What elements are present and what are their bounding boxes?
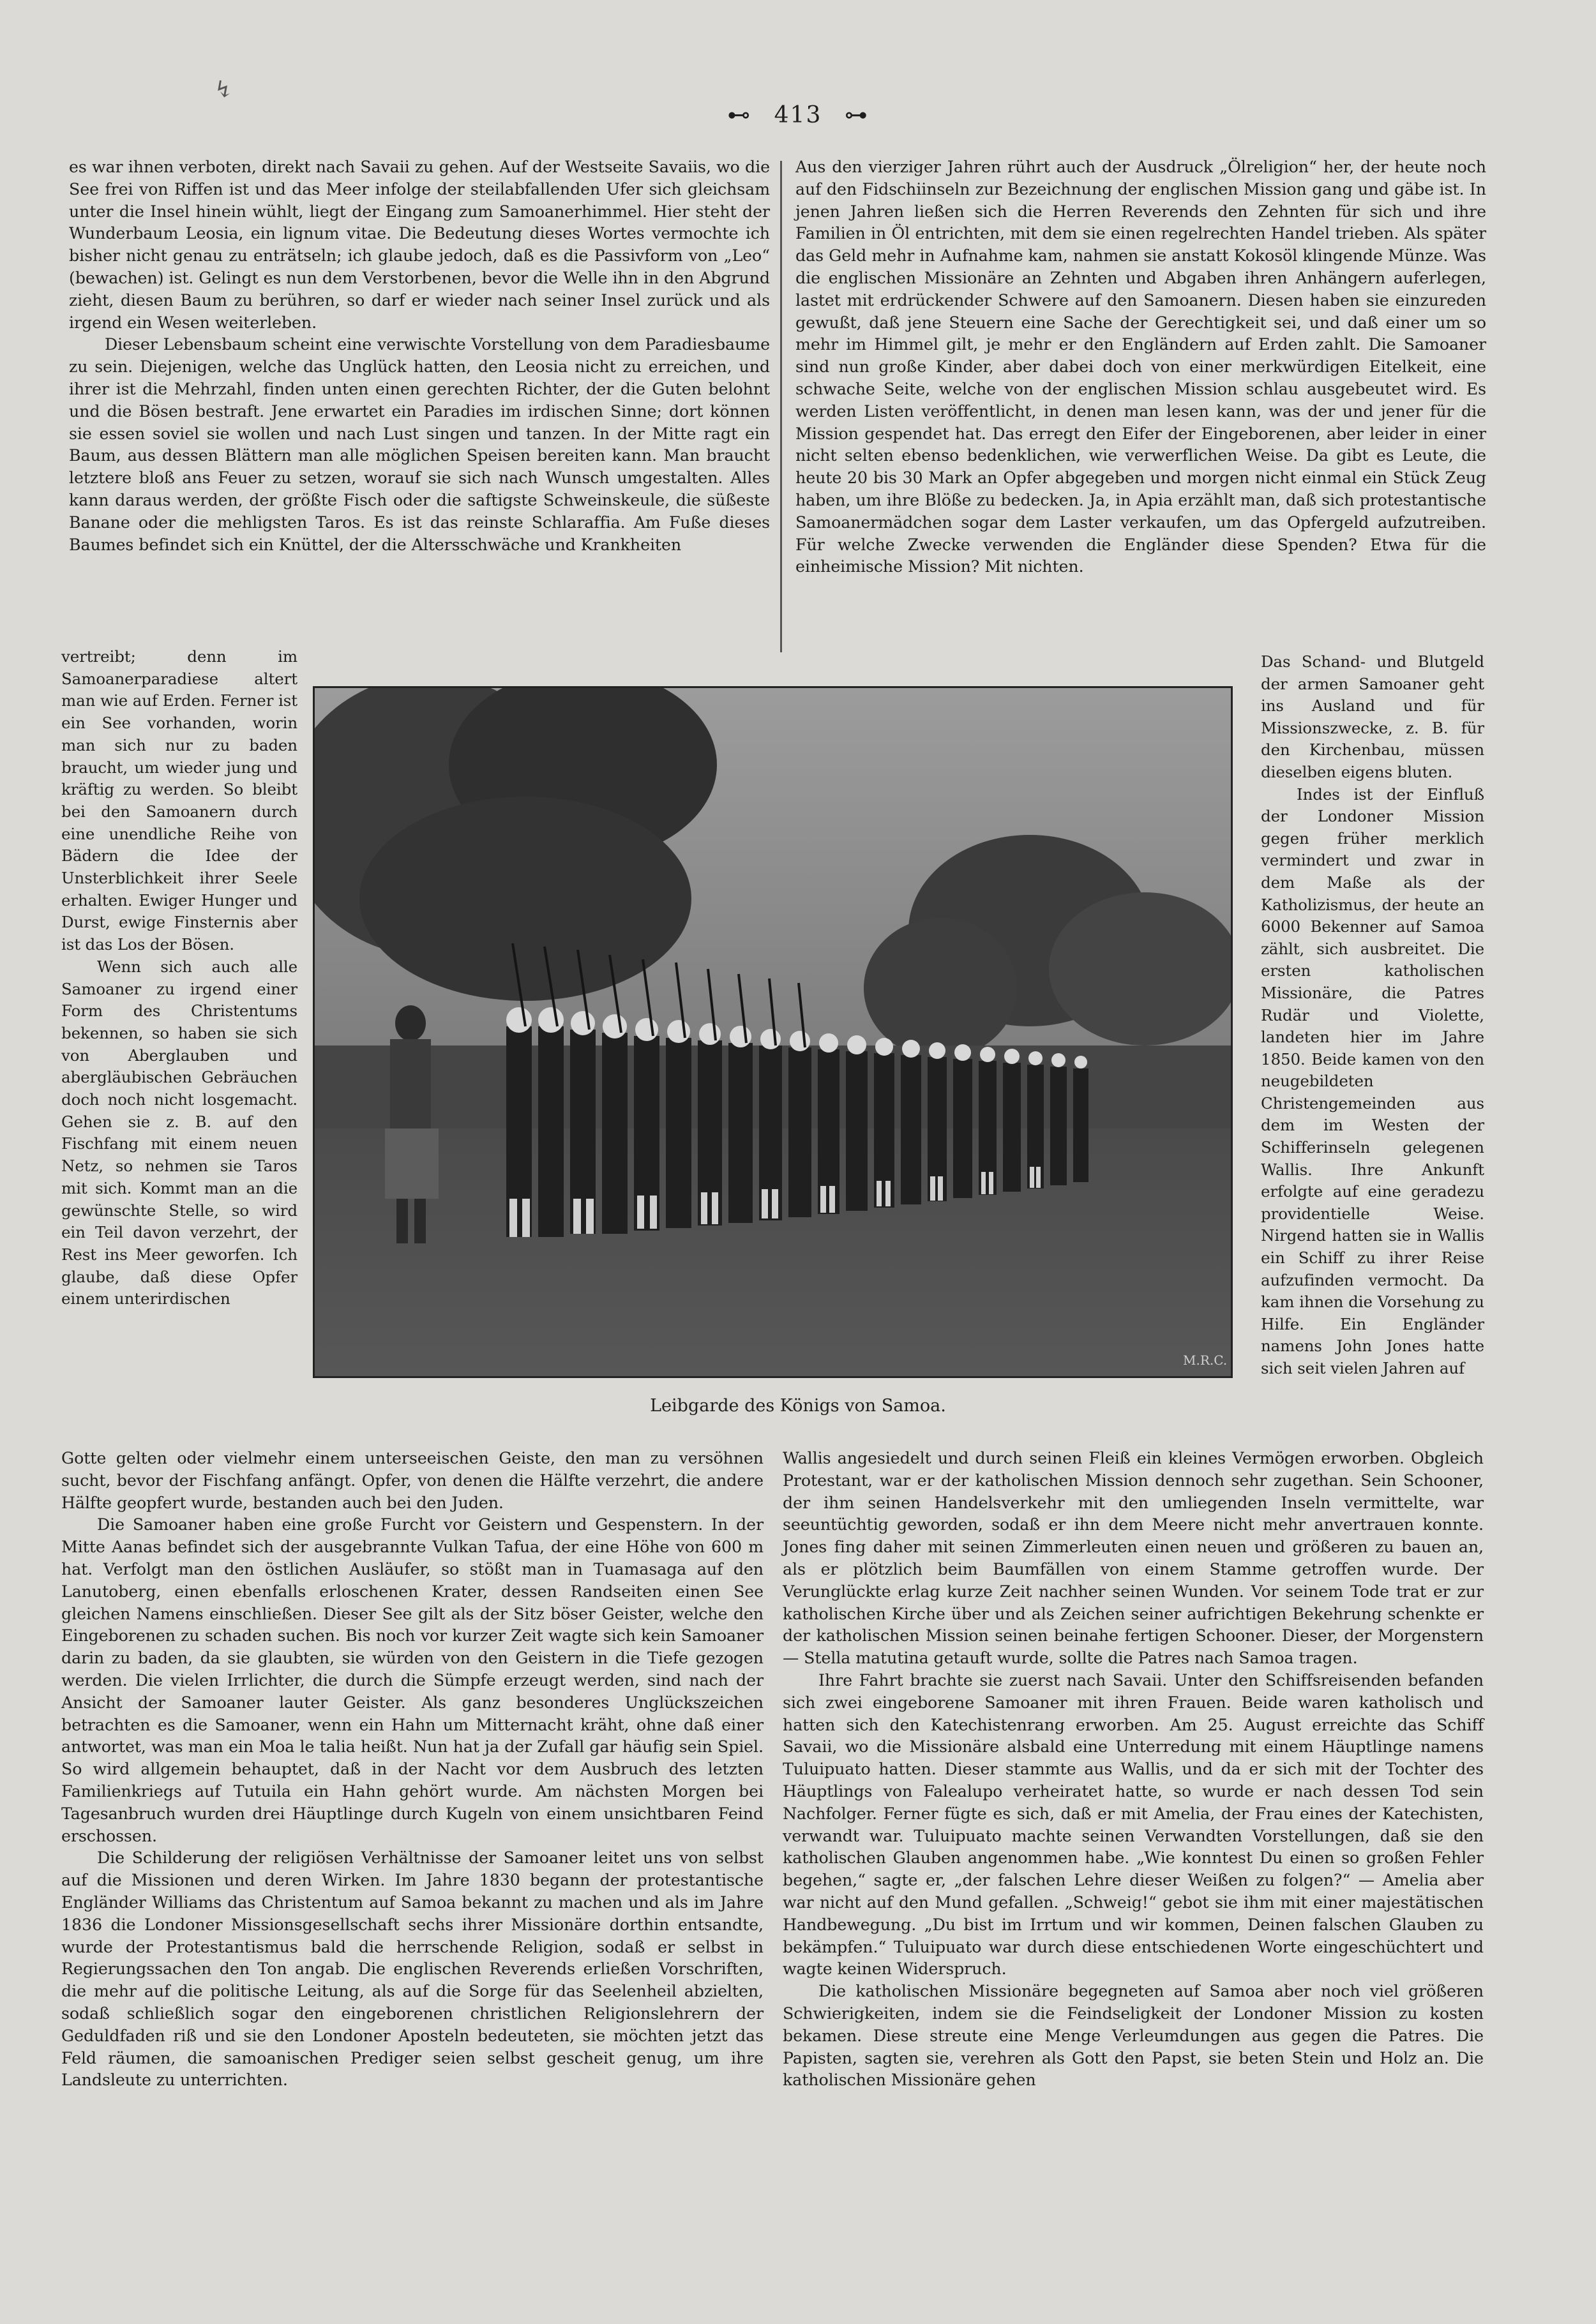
- paragraph: Wenn sich auch alle Samoaner zu irgend einer Form des Christentums bekennen, so haben sie sich von Aberglauben und abergläubischen Gebräuchen doch noch nicht losgemacht. Gehen sie z. B. auf den Fischfang mit einem neuen Netz, so nehmen sie Taros mit sich. Kommt man an die gewünschte Stelle, so wird ein Teil davon verzehrt, der Rest ins Meer geworfen. Ich glaube, daß diese Opfer einem unterirdischen: [61, 957, 297, 1308]
- photo-royal-guard: [313, 686, 1233, 1378]
- paragraph: Das Schand- und Blutgeld der armen Samoaner geht ins Ausland und für Missionszwecke, z. B. für den Kirchenbau, müssen dieselben eigens bluten.: [1261, 652, 1484, 781]
- right-column-top: [795, 156, 1486, 578]
- paragraph: vertreibt; denn im Samoanerparadiese altert man wie auf Erden. Ferner ist ein See vorhanden, worin man sich nur zu baden braucht, um wieder jung und kräftig zu werden. So bleibt bei den Samoanern durch eine unendliche Reihe von Bädern die Idee der Unsterblichkeit ihrer Seele erhalten. Ewiger Hunger und Durst, ewige Finsternis aber ist das Los der Bösen.: [61, 647, 297, 954]
- paragraph: Die katholischen Missionäre begegneten auf Samoa aber noch viel größeren Schwierigkeiten, indem sie die Feindseligkeit der Londoner Mission zu kosten bekamen. Diese streute eine Menge Verleumdungen aus gegen die Patres. Die Papisten, sagten sie, verehren als Gott den Papst, sie beten Stein und Holz an. Die katholischen Missionäre gehen: [783, 1982, 1484, 2090]
- page-number: 413: [774, 102, 822, 128]
- paragraph: Die Samoaner haben eine große Furcht vor Geistern und Gespenstern. In der Mitte Aanas befindet sich der ausgebrannte Vulkan Tafua, der eine Höhe von 600 m hat. Verfolgt man den östlichen Ausläufer, so stößt man in Tuamasaga auf den Lanutoberg, einen ebenfalls erloschenen Krater, dessen Randseiten einen See gleichen Namens einschließen. Dieser See gilt als der Sitz böser Geister, welche den Eingeborenen zu schaden suchen. Bis noch vor kurzer Zeit wagte sich kein Samoaner darin zu baden, da sie glaubten, sie würden von den Geistern in die Tiefe gezogen werden. Die vielen Irrlichter, die durch die Sümpfe erzeugt werden, sind nach der Ansicht der Samoaner lauter Geister. Als ganz besonderes Unglückszeichen betrachten es die Samoaner, wenn ein Hahn um Mitternacht kräht, ohne daß einer antwortet, was man ein Moa le talia heißt. Nun hat ja der Zufall gar häufig sein Spiel. So wird allgemein behauptet, daß in der Nacht vor dem Ausbruch des letzten Familienkriegs auf Tutuila ein Hahn gehört wurde. Am nächsten Morgen bei Tagesanbruch wurden drei Häuptlinge durch Kugeln von einem unsichtbaren Feind erschossen.: [61, 1515, 764, 1845]
- left-column-narrow: [61, 646, 297, 1310]
- right-column-bottom: [783, 1448, 1484, 2092]
- paragraph: Die Schilderung der religiösen Verhältnisse der Samoaner leitet uns von selbst auf die Missionen und deren Wirken. Im Jahre 1830 begann der protestantische Engländer Williams das Christentum auf Samoa bekannt zu machen und als im Jahre 1836 die Londoner Missionsgesellschaft sechs ihrer Missionäre dorthin entsandte, wurde der Protestantismus bald die herrschende Religion, sodaß er selbst in Regierungssachen den Ton angab. Die englischen Reverends erließen Vorschriften, die mehr auf die politische Leitung, als auf die Sorge für das Seelenheil abzielten, sodaß schließlich sogar den eingeborenen christlichen Religionslehrern der Geduldfaden riß und sie den Londoner Aposteln bedeuteten, sie möchten jetzt das Feld räumen, die samoanischen Prediger seien selbst gescheit genug, um ihre Landsleute zu unterrichten.: [61, 1848, 764, 2090]
- left-column-top: [69, 156, 770, 556]
- right-column-narrow: [1261, 651, 1484, 1380]
- ornament-left-icon: ⊷: [727, 102, 752, 128]
- photo-caption: Leibgarde des Königs von Samoa.: [650, 1396, 946, 1416]
- page-header: [0, 102, 1596, 128]
- paragraph: Indes ist der Einfluß der Londoner Mission gegen früher merklich vermindert und zwar in dem Maße als der Katholizismus, der heute an 6000 Bekenner auf Samoa zählt, sich ausbreitet. Die ersten katholischen Missionäre, die Patres Rudär und Violette, landeten hier im Jahre 1850. Beide kamen von den neugebildeten Christengemeinden aus dem im Westen der Schifferinseln gelegenen Wallis. Ihre Ankunft erfolgte auf eine geradezu providentielle Weise. Nirgend hatten sie in Wallis ein Schiff zu ihrer Reise aufzufinden vermocht. Da kam ihnen die Vorsehung zu Hilfe. Ein Engländer namens John Jones hatte sich seit vielen Jahren auf: [1261, 784, 1484, 1377]
- paragraph: Aus den vierziger Jahren rührt auch der Ausdruck „Ölreligion“ her, der heute noch auf den Fidschiinseln zur Bezeichnung der englischen Mission gang und gäbe ist. In jenen Jahren ließen sich die Herren Reverends den Zehnten für sich und ihre Familien in Öl entrichten, mit dem sie einen regelrechten Handel trieben. Als später das Geld mehr in Aufnahme kam, nahmen sie anstatt Kokosöl klingende Münze. Was die englischen Missionäre an Zehnten und Abgaben ihren Anhängern auferlegen, lastet mit erdrückender Schwere auf den Samoanern. Diesen haben sie einzureden gewußt, daß jene Steuern eine Sache der Gerechtigkeit sei, und daß einer um so mehr im Himmel gilt, je mehr er den Engländern auf Erden zahlt. Die Samoaner sind nun große Kinder, aber dabei doch von einer merkwürdigen Eitelkeit, eine schwache Seite, welche von der englischen Mission schlau ausgebeutet wird. Es werden Listen veröffentlicht, in denen man lesen kann, was der und jener für die Mission gespendet hat. Das erregt den Eifer der Eingeborenen, aber leider in einer nicht selten ebenso bedenklichen, wie verwerflichen Weise. Da gibt es Leute, die heute 20 bis 30 Mark an Opfer abgegeben und morgen nicht einmal ein Stück Zeug haben, um ihre Blöße zu bedecken. Ja, in Apia erzählt man, daß sich protestantische Samoanermädchen sogar dem Laster verkaufen, um das Opfergeld aufzutreiben. Für welche Zwecke verwenden die Engländer diese Spenden? Etwa für die einheimische Mission? Mit nichten.: [795, 158, 1486, 576]
- photo-signature: M.R.C.: [1183, 1353, 1228, 1368]
- photo-illustration: [315, 688, 1231, 1376]
- ornament-right-icon: ⊶: [844, 102, 869, 128]
- paragraph: Ihre Fahrt brachte sie zuerst nach Savaii. Unter den Schiffsreisenden befanden sich zwei eingeborene Samoaner mit ihren Frauen. Beide waren katholisch und hatten sich den Katechistenrang erworben. Am 25. August erreichte das Schiff Savaii, wo die Missionäre alsbald eine Unterredung mit einem Häuptlinge namens Tuluipuato hatten. Dieser stammte aus Wallis, und da er sich mit der Tochter des Häuptlings von Falealupo verheiratet hatte, so wurde er nach dessen Tod sein Nachfolger. Ferner fügte es sich, daß er mit Amelia, der Frau eines der Katechisten, verwandt war. Tuluipuato machte seinen Verwandten Vorstellungen, daß sie den katholischen Glauben angenommen habe. „Wie konntest Du einen so großen Fehler begehen,“ sagte er, „der falschen Lehre dieser Weißen zu folgen?“ — Amelia aber war nicht auf den Mund gefallen. „Schweig!“ gebot sie ihm mit einer majestätischen Handbewegung. „Du bist im Irrtum und wir kommen, Deinen falschen Glauben zu bekämpfen.“ Tuluipuato war durch diese entschiedenen Worte eingeschüchtert und wagte keinen Widerspruch.: [783, 1670, 1484, 1979]
- left-column-bottom: [61, 1448, 764, 2092]
- column-rule: [780, 161, 782, 652]
- paragraph: Dieser Lebensbaum scheint eine verwischte Vorstellung von dem Paradiesbaume zu sein. Diejenigen, welche das Unglück hatten, den Leosia nicht zu erreichen, und ihrer ist die Mehrzahl, finden unten einen gerechten Richter, der die Guten belohnt und die Bösen bestraft. Jene erwartet ein Paradies im irdischen Sinne; dort können sie essen soviel sie wollen und nach Lust singen und tanzen. In der Mitte ragt ein Baum, aus dessen Blättern man alle möglichen Speisen bereiten kann. Man braucht letztere bloß ans Feuer zu setzen, worauf sie sich nach Wunsch umgestalten. Alles kann daraus werden, der größte Fisch oder die saftigste Schweinskeule, die süßeste Banane oder die mehligsten Taros. Es ist das reinste Schlaraffia. Am Fuße dieses Baumes befindet sich ein Knüttel, der die Altersschwäche und Krankheiten: [69, 335, 770, 554]
- paragraph: Gotte gelten oder vielmehr einem unterseeischen Geiste, den man zu versöhnen sucht, bevor der Fischfang anfängt. Opfer, von denen die Hälfte verzehrt, die andere Hälfte geopfert wurde, bestanden auch bei den Juden.: [61, 1449, 764, 1512]
- paragraph: es war ihnen verboten, direkt nach Savaii zu gehen. Auf der Westseite Savaiis, wo die See frei von Riffen ist und das Meer infolge der steilabfallenden Ufer sich gleichsam unter die Insel hinein wühlt, liegt der Eingang zum Samoanerhimmel. Hier steht der Wunderbaum Leosia, ein lignum vitae. Die Bedeutung dieses Wortes vermochte ich bisher nicht genau zu enträtseln; ich glaube jedoch, daß es die Passivform von „Leo“ (bewachen) ist. Gelingt es nun dem Verstorbenen, bevor die Welle ihn in den Abgrund zieht, diesen Baum zu berühren, so darf er wieder nach seiner Insel zurück und als irgend ein Wesen weiterleben.: [69, 158, 770, 332]
- ink-mark-icon: ↯: [214, 77, 234, 103]
- paragraph: Wallis angesiedelt und durch seinen Fleiß ein kleines Vermögen erworben. Obgleich Protestant, war er der katholischen Mission dennoch sehr zugethan. Sein Schooner, der ihm seinen Handelsverkehr mit den umliegenden Inseln vermittelte, war seeuntüchtig geworden, sodaß er ihn dem Meere nicht mehr anvertrauen konnte. Jones fing daher mit seinen Zimmerleuten einen neuen und größeren zu bauen an, als er plötzlich beim Baumfällen von einem Stamme getroffen wurde. Der Verunglückte erlag kurze Zeit nachher seinen Wunden. Vor seinem Tode trat er zur katholischen Kirche über und als Zeichen seiner aufrichtigen Bekehrung schenkte er der katholischen Mission seinen beinahe fertigen Schooner. Dieser, der Morgenstern — Stella matutina getauft wurde, sollte die Patres nach Samoa tragen.: [783, 1449, 1484, 1668]
